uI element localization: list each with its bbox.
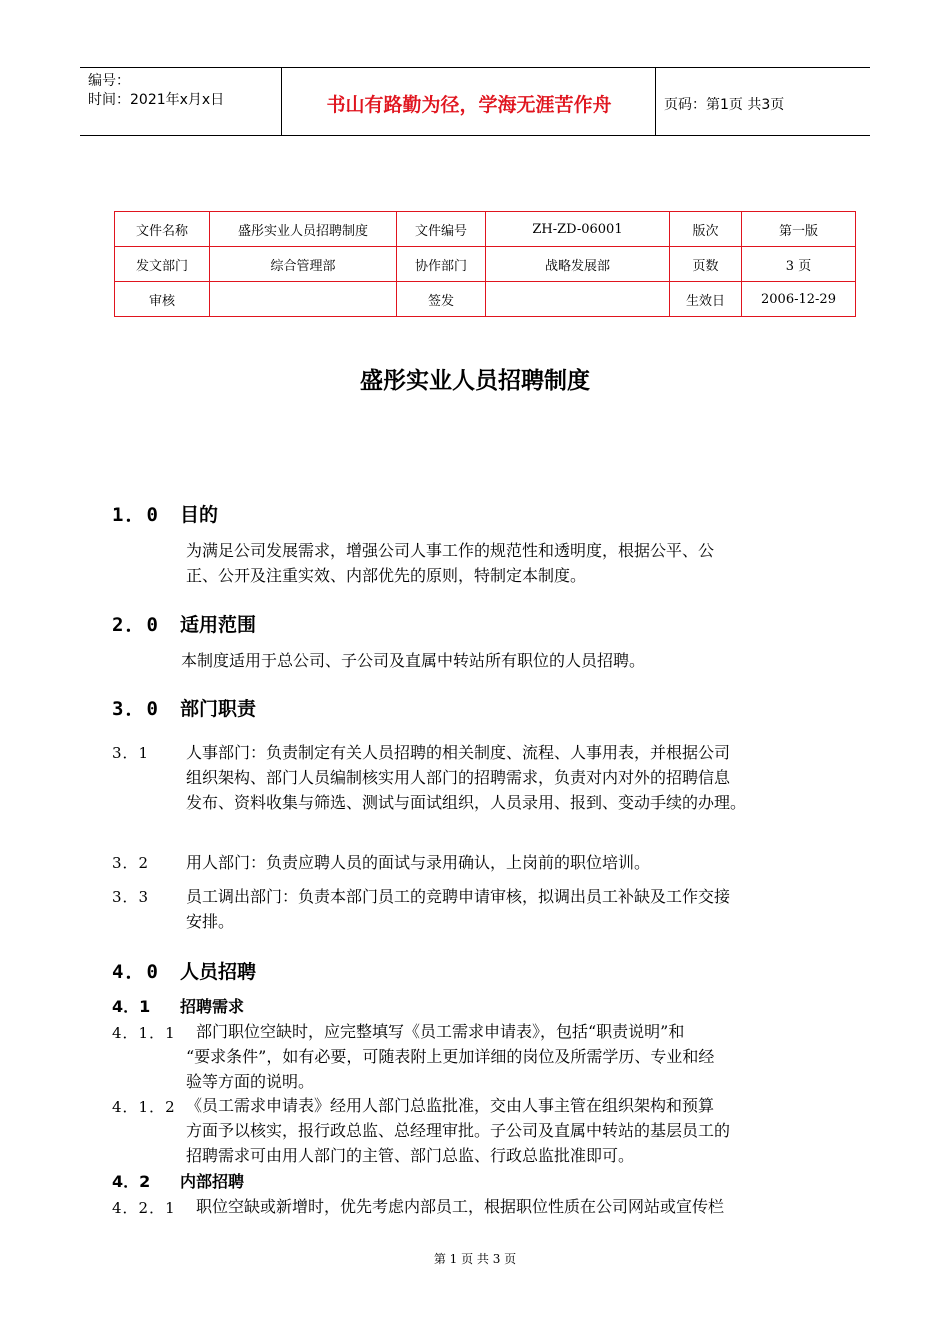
header-divider-right xyxy=(655,67,656,136)
table-cell: 签发 xyxy=(397,282,486,317)
section-number: 4．0 xyxy=(112,961,160,983)
page-footer: 第 1 页 共 3 页 xyxy=(433,1252,517,1266)
table-cell: 文件名称 xyxy=(115,212,210,247)
table-cell: 发文部门 xyxy=(115,247,210,282)
item-number: 3．1 xyxy=(112,744,150,762)
section-title: 人员招聘 xyxy=(180,961,257,983)
header-divider-left xyxy=(281,67,282,136)
section-heading-1 xyxy=(112,500,218,527)
paragraph-line: 方面予以核实，报行政总监、总经理审批。子公司及直属中转站的基层员工的 xyxy=(186,1121,731,1140)
table-cell: 综合管理部 xyxy=(210,247,397,282)
item-number: 4．1．1 xyxy=(112,1024,176,1042)
table-cell: 第一版 xyxy=(742,212,856,247)
section-number: 1．0 xyxy=(112,504,160,526)
table-cell: 战略发展部 xyxy=(486,247,670,282)
table-cell: 协作部门 xyxy=(397,247,486,282)
paragraph-line: 本制度适用于总公司、子公司及直属中转站所有职位的人员招聘。 xyxy=(181,651,646,670)
item-number: 3．2 xyxy=(112,854,150,872)
table-row xyxy=(115,282,856,317)
paragraph-line: 安排。 xyxy=(186,912,235,931)
section-title: 目的 xyxy=(180,504,219,526)
item-number: 4．1．2 xyxy=(112,1098,176,1116)
section-number: 2．0 xyxy=(112,614,160,636)
section-heading-3 xyxy=(112,694,256,721)
subsection-title: 招聘需求 xyxy=(180,997,245,1016)
table-cell xyxy=(486,282,670,317)
table-cell: ZH-ZD-06001 xyxy=(486,212,670,247)
document-info-table xyxy=(114,211,856,317)
paragraph-line: 为满足公司发展需求，增强公司人事工作的规范性和透明度，根据公平、公 xyxy=(186,541,715,560)
table-cell: 审核 xyxy=(115,282,210,317)
table-row xyxy=(115,212,856,247)
subsection-number: 4．2 xyxy=(112,1172,151,1191)
table-cell xyxy=(210,282,397,317)
paragraph-line: 《员工需求申请表》经用人部门总监批准，交由人事主管在组织架构和预算 xyxy=(186,1096,715,1115)
paragraph-line: 验等方面的说明。 xyxy=(186,1072,315,1091)
subsection-title: 内部招聘 xyxy=(180,1172,245,1191)
section-heading-4 xyxy=(112,957,256,984)
header-meta xyxy=(88,72,224,110)
paragraph-line: 发布、资料收集与筛选、测试与面试组织，人员录用、报到、变动手续的办理。 xyxy=(186,793,747,812)
header-motto: 书山有路勤为径，学海无涯苦作舟 xyxy=(326,94,612,116)
subsection-heading xyxy=(112,994,244,1017)
header-top-rule xyxy=(80,67,870,68)
table-cell: 盛彤实业人员招聘制度 xyxy=(210,212,397,247)
table-cell: 生效日 xyxy=(670,282,742,317)
paragraph-line: 员工调出部门：负责本部门员工的竞聘申请审核，拟调出员工补缺及工作交接 xyxy=(186,887,731,906)
time-label: 时间：2021年x月x日 xyxy=(88,92,225,108)
table-row xyxy=(115,247,856,282)
section-title: 部门职责 xyxy=(180,698,257,720)
paragraph-line: “要求条件”，如有必要，可随表附上更加详细的岗位及所需学历、专业和经 xyxy=(186,1047,715,1066)
paragraph-line: 招聘需求可由用人部门的主管、部门总监、行政总监批准即可。 xyxy=(186,1146,635,1165)
paragraph-line: 组织架构、部门人员编制核实用人部门的招聘需求，负责对内对外的招聘信息 xyxy=(186,768,731,787)
subsection-number: 4．1 xyxy=(112,997,151,1016)
paragraph-line: 部门职位空缺时，应完整填写《员工需求申请表》，包括“职责说明”和 xyxy=(196,1022,685,1041)
item-number: 3．3 xyxy=(112,888,150,906)
table-cell: 2006-12-29 xyxy=(742,282,856,317)
paragraph-line: 职位空缺或新增时，优先考虑内部员工，根据职位性质在公司网站或宣传栏 xyxy=(196,1197,725,1216)
paragraph-line: 人事部门：负责制定有关人员招聘的相关制度、流程、人事用表，并根据公司 xyxy=(186,743,731,762)
section-number: 3．0 xyxy=(112,698,160,720)
document-title: 盛彤实业人员招聘制度 xyxy=(360,368,590,394)
table-cell: 页数 xyxy=(670,247,742,282)
section-heading-2 xyxy=(112,610,256,637)
item-number: 4．2．1 xyxy=(112,1199,176,1217)
subsection-heading xyxy=(112,1169,244,1192)
number-label: 编号： xyxy=(88,73,130,89)
paragraph-line: 正、公开及注重实效、内部优先的原则，特制定本制度。 xyxy=(186,566,587,585)
table-cell: 版次 xyxy=(670,212,742,247)
header-page-info: 页码：第1页 共3页 xyxy=(664,97,785,113)
table-cell: 文件编号 xyxy=(397,212,486,247)
table-cell: 3 页 xyxy=(742,247,856,282)
header-bottom-rule xyxy=(80,135,870,136)
section-title: 适用范围 xyxy=(180,614,257,636)
paragraph-line: 用人部门：负责应聘人员的面试与录用确认，上岗前的职位培训。 xyxy=(186,853,651,872)
